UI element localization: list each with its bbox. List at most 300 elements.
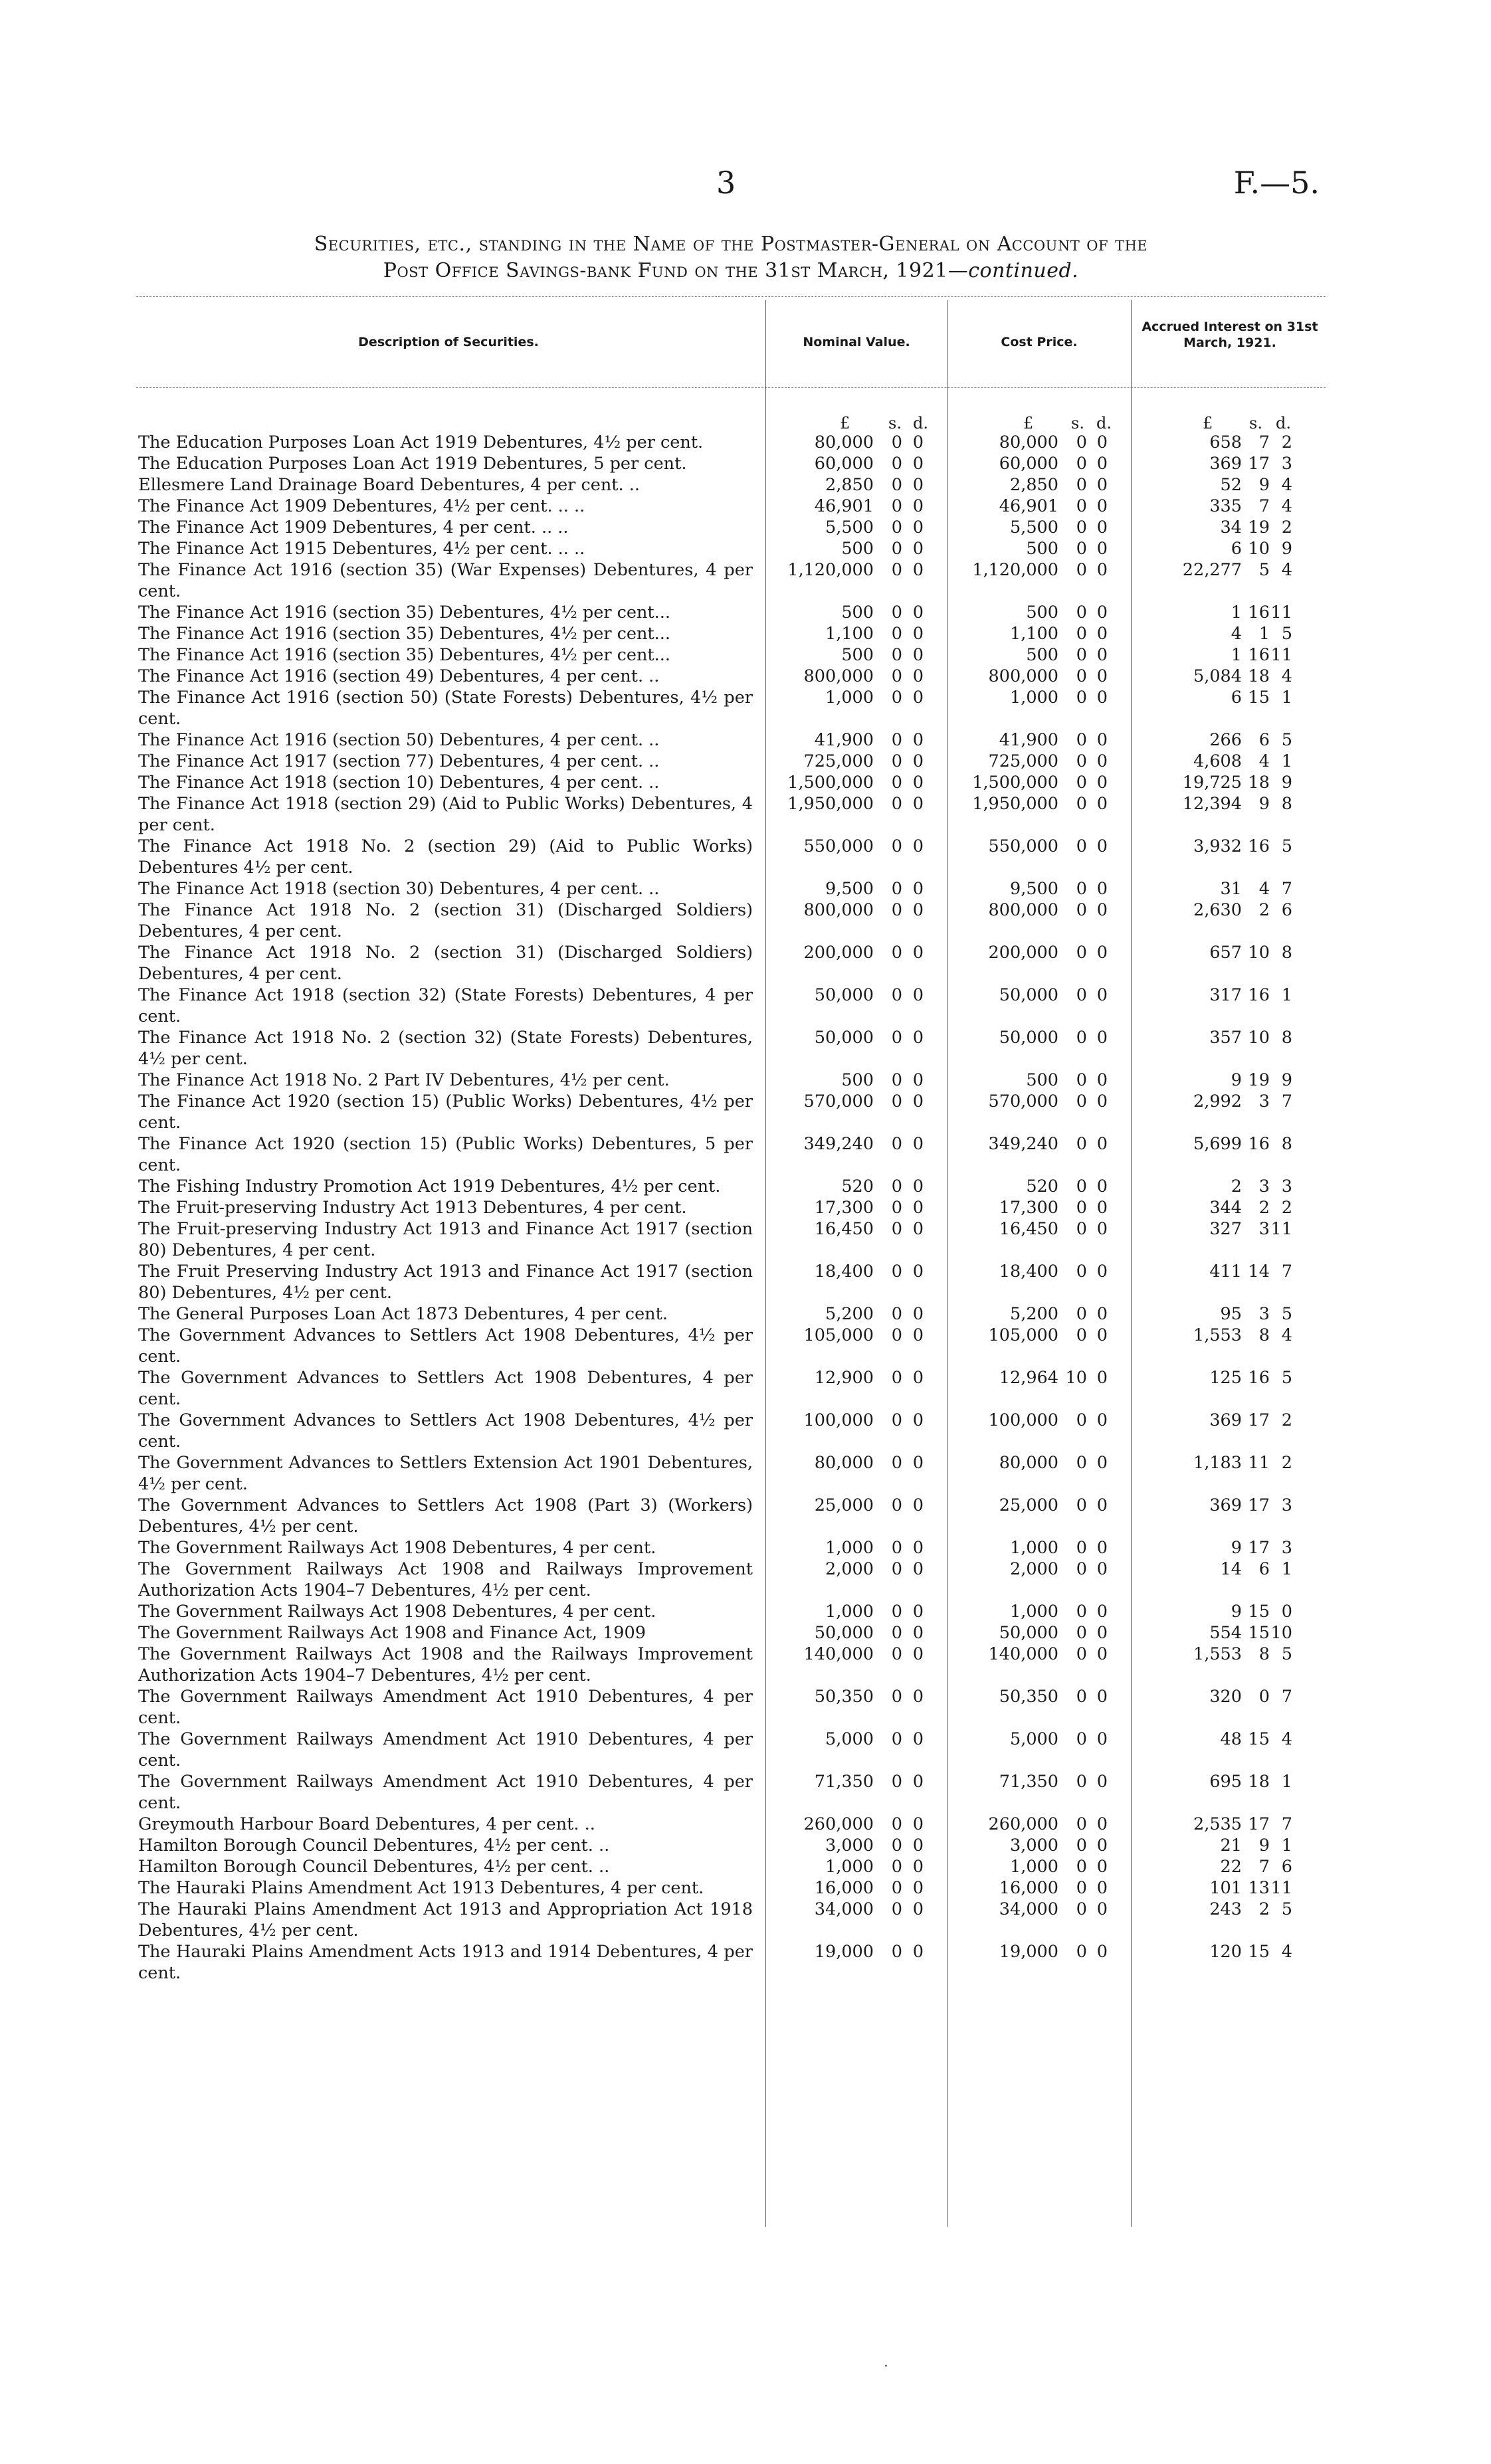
nominal-shillings: 0 <box>891 1070 902 1090</box>
cost-pence: 0 <box>1096 1814 1108 1834</box>
nominal-shillings: 0 <box>891 773 902 793</box>
table-row <box>138 878 1321 900</box>
column-header-cost: Cost Price. <box>1001 335 1078 349</box>
table-row <box>138 666 1321 687</box>
interest-shillings: 15 <box>1248 688 1270 708</box>
nominal-shillings: 0 <box>891 539 902 559</box>
nominal-pounds: 349,240 <box>803 1134 874 1154</box>
interest-pounds: 695 <box>1209 1772 1242 1792</box>
interest-pence: 10 <box>1270 1623 1292 1643</box>
interest-pence: 8 <box>1281 794 1292 814</box>
interest-pence: 2 <box>1281 1410 1292 1430</box>
nominal-shillings: 0 <box>891 1410 902 1430</box>
cost-pounds: 50,000 <box>999 1623 1058 1643</box>
security-description: The Finance Act 1916 (section 35) (War Expenses) Debentures, 4 per cent. <box>138 560 753 601</box>
nominal-pence: 0 <box>912 1495 924 1515</box>
cost-pounds: 50,000 <box>999 985 1058 1005</box>
interest-pence: 4 <box>1281 475 1292 495</box>
cost-shillings: 0 <box>1076 1623 1087 1643</box>
security-description: The Government Railways Amendment Act 1910 Debentures, 4 per cent. <box>138 1772 753 1813</box>
interest-shillings: 3 <box>1258 1219 1270 1239</box>
nominal-pence: 0 <box>912 1219 924 1239</box>
nominal-pounds: 1,500,000 <box>787 773 874 793</box>
security-description: The Government Advances to Settlers Act 1908 Debentures, 4½ per cent. <box>138 1325 753 1367</box>
interest-pounds: 4,608 <box>1193 751 1242 771</box>
cost-pounds: 550,000 <box>988 836 1058 856</box>
interest-pounds: 658 <box>1209 432 1242 452</box>
interest-pounds: 317 <box>1209 985 1242 1005</box>
nominal-pounds: 1,000 <box>825 1857 874 1877</box>
nominal-pence: 0 <box>912 773 924 793</box>
nominal-pence: 0 <box>912 560 924 580</box>
interest-pence: 7 <box>1281 1091 1292 1111</box>
cost-pence: 0 <box>1096 1091 1108 1111</box>
table-row <box>138 772 1321 793</box>
nominal-shillings: 0 <box>891 1134 902 1154</box>
nominal-pence: 0 <box>912 751 924 771</box>
unit-shillings: s. <box>1071 414 1084 432</box>
nominal-pence: 0 <box>912 794 924 814</box>
table-row <box>138 1367 1321 1410</box>
cost-shillings: 0 <box>1076 603 1087 622</box>
nominal-pence: 0 <box>912 1091 924 1111</box>
unit-shillings: s. <box>1249 414 1262 432</box>
interest-shillings: 7 <box>1258 1857 1270 1877</box>
security-description: The Finance Act 1918 No. 2 (section 32) (State Forests) Debentures, 4½ per cent. <box>138 1028 753 1069</box>
nominal-pence: 0 <box>912 688 924 708</box>
cost-shillings: 0 <box>1076 900 1087 920</box>
interest-pounds: 9 <box>1231 1538 1242 1558</box>
nominal-pounds: 9,500 <box>825 879 874 899</box>
nominal-pence: 0 <box>912 1453 924 1473</box>
interest-pounds: 243 <box>1209 1899 1242 1919</box>
interest-pounds: 31 <box>1220 879 1242 899</box>
cost-pounds: 1,100 <box>1009 624 1058 644</box>
interest-pence: 8 <box>1281 943 1292 963</box>
nominal-shillings: 0 <box>891 1262 902 1281</box>
cost-pounds: 50,350 <box>999 1687 1058 1707</box>
interest-pence: 4 <box>1281 1729 1292 1749</box>
cost-pence: 0 <box>1096 624 1108 644</box>
table-row <box>138 644 1321 666</box>
interest-pence: 8 <box>1281 1028 1292 1048</box>
table-row <box>138 538 1321 559</box>
cost-pence: 0 <box>1096 1028 1108 1048</box>
interest-pounds: 2,630 <box>1193 900 1242 920</box>
interest-shillings: 17 <box>1248 1495 1270 1515</box>
table-row <box>138 1261 1321 1303</box>
nominal-pence: 0 <box>912 1602 924 1622</box>
table-row <box>138 1452 1321 1495</box>
nominal-pence: 0 <box>912 1878 924 1898</box>
interest-pounds: 369 <box>1209 1410 1242 1430</box>
interest-pence: 4 <box>1281 1942 1292 1962</box>
nominal-shillings: 0 <box>891 1899 902 1919</box>
table-row <box>138 687 1321 729</box>
nominal-pence: 0 <box>912 836 924 856</box>
nominal-pence: 0 <box>912 730 924 750</box>
nominal-pounds: 140,000 <box>803 1644 874 1664</box>
interest-pounds: 120 <box>1209 1942 1242 1962</box>
security-description: The Government Railways Act 1908 Debentures, 4 per cent. <box>138 1538 656 1558</box>
unit-pounds: £ <box>840 414 850 432</box>
interest-pence: 3 <box>1281 454 1292 474</box>
cost-pence: 0 <box>1096 985 1108 1005</box>
nominal-shillings: 0 <box>891 1495 902 1515</box>
nominal-pence: 0 <box>912 1857 924 1877</box>
interest-pounds: 21 <box>1220 1836 1242 1855</box>
cost-pence: 0 <box>1096 751 1108 771</box>
cost-pounds: 41,900 <box>999 730 1058 750</box>
nominal-pounds: 50,000 <box>814 1028 874 1048</box>
nominal-shillings: 0 <box>891 943 902 963</box>
nominal-pounds: 2,850 <box>825 475 874 495</box>
interest-shillings: 17 <box>1248 1538 1270 1558</box>
cost-pounds: 1,000 <box>1009 688 1058 708</box>
interest-pounds: 335 <box>1209 496 1242 516</box>
interest-pence: 5 <box>1281 1304 1292 1324</box>
interest-shillings: 15 <box>1248 1729 1270 1749</box>
interest-pounds: 5,699 <box>1193 1134 1242 1154</box>
table-row <box>138 1771 1321 1814</box>
page-number: 3 <box>716 165 736 201</box>
interest-pence: 5 <box>1281 1368 1292 1388</box>
cost-pounds: 16,000 <box>999 1878 1058 1898</box>
interest-shillings: 0 <box>1258 1687 1270 1707</box>
interest-shillings: 19 <box>1248 518 1270 537</box>
cost-pence: 0 <box>1096 475 1108 495</box>
interest-pounds: 14 <box>1220 1559 1242 1579</box>
cost-pence: 0 <box>1096 560 1108 580</box>
security-description: The Finance Act 1918 (section 32) (State Forests) Debentures, 4 per cent. <box>138 985 753 1026</box>
security-description: The Education Purposes Loan Act 1919 Debentures, 4½ per cent. <box>138 432 704 452</box>
securities-table <box>138 432 1321 1984</box>
nominal-pounds: 800,000 <box>803 666 874 686</box>
cost-shillings: 0 <box>1076 1410 1087 1430</box>
table-row <box>138 453 1321 474</box>
interest-shillings: 19 <box>1248 1070 1270 1090</box>
interest-pence: 1 <box>1281 1772 1292 1792</box>
cost-pounds: 25,000 <box>999 1495 1058 1515</box>
nominal-pence: 0 <box>912 666 924 686</box>
cost-pence: 0 <box>1096 1538 1108 1558</box>
nominal-pence: 0 <box>912 1729 924 1749</box>
interest-shillings: 9 <box>1258 1836 1270 1855</box>
interest-pence: 1 <box>1281 1836 1292 1855</box>
nominal-pounds: 1,100 <box>825 624 874 644</box>
nominal-shillings: 0 <box>891 1602 902 1622</box>
cost-shillings: 0 <box>1076 1729 1087 1749</box>
interest-pounds: 369 <box>1209 454 1242 474</box>
nominal-pounds: 105,000 <box>803 1325 874 1345</box>
cost-pounds: 800,000 <box>988 900 1058 920</box>
interest-pence: 7 <box>1281 1814 1292 1834</box>
security-description: The Finance Act 1918 (section 10) Debentures, 4 per cent. .. <box>138 773 660 793</box>
interest-pence: 4 <box>1281 560 1292 580</box>
interest-shillings: 7 <box>1258 432 1270 452</box>
cost-pence: 0 <box>1096 900 1108 920</box>
cost-pence: 0 <box>1096 603 1108 622</box>
nominal-pence: 0 <box>912 1304 924 1324</box>
nominal-pence: 0 <box>912 1070 924 1090</box>
cost-pence: 0 <box>1096 1729 1108 1749</box>
nominal-shillings: 0 <box>891 794 902 814</box>
nominal-shillings: 0 <box>891 1729 902 1749</box>
nominal-pounds: 5,000 <box>825 1729 874 1749</box>
table-row <box>138 1835 1321 1856</box>
interest-pounds: 3,932 <box>1193 836 1242 856</box>
interest-pence: 1 <box>1281 1559 1292 1579</box>
security-description: The Government Railways Amendment Act 1910 Debentures, 4 per cent. <box>138 1687 753 1728</box>
interest-shillings: 16 <box>1248 645 1270 665</box>
interest-shillings: 11 <box>1248 1453 1270 1473</box>
unit-pence: d. <box>1276 414 1291 432</box>
interest-pounds: 48 <box>1220 1729 1242 1749</box>
cost-pounds: 2,850 <box>1009 475 1058 495</box>
nominal-shillings: 0 <box>891 603 902 622</box>
cost-pounds: 17,300 <box>999 1198 1058 1218</box>
interest-pounds: 22,277 <box>1182 560 1242 580</box>
nominal-shillings: 0 <box>891 1028 902 1048</box>
interest-shillings: 17 <box>1248 1410 1270 1430</box>
interest-pounds: 2 <box>1231 1177 1242 1196</box>
nominal-pence: 0 <box>912 432 924 452</box>
interest-pounds: 357 <box>1209 1028 1242 1048</box>
interest-shillings: 3 <box>1258 1304 1270 1324</box>
nominal-pence: 0 <box>912 1198 924 1218</box>
interest-shillings: 8 <box>1258 1325 1270 1345</box>
interest-pence: 2 <box>1281 518 1292 537</box>
cost-pence: 0 <box>1096 1836 1108 1855</box>
cost-pence: 0 <box>1096 1368 1108 1388</box>
interest-shillings: 7 <box>1258 496 1270 516</box>
cost-pounds: 500 <box>1026 603 1058 622</box>
interest-shillings: 9 <box>1258 475 1270 495</box>
nominal-shillings: 0 <box>891 1942 902 1962</box>
nominal-pence: 0 <box>912 879 924 899</box>
nominal-pounds: 80,000 <box>814 1453 874 1473</box>
cost-pounds: 1,120,000 <box>972 560 1058 580</box>
nominal-pounds: 50,000 <box>814 985 874 1005</box>
table-row <box>138 900 1321 942</box>
title-line-2-italic: continued. <box>968 259 1079 282</box>
interest-pounds: 22 <box>1220 1857 1242 1877</box>
cost-shillings: 0 <box>1076 518 1087 537</box>
interest-pence: 11 <box>1270 1878 1292 1898</box>
security-description: The Finance Act 1920 (section 15) (Public Works) Debentures, 5 per cent. <box>138 1134 753 1175</box>
cost-pence: 0 <box>1096 730 1108 750</box>
table-row <box>138 836 1321 878</box>
cost-pounds: 1,000 <box>1009 1538 1058 1558</box>
cost-shillings: 0 <box>1076 1602 1087 1622</box>
interest-shillings: 3 <box>1258 1091 1270 1111</box>
cost-shillings: 0 <box>1076 1899 1087 1919</box>
table-row <box>138 1133 1321 1176</box>
cost-pounds: 520 <box>1026 1177 1058 1196</box>
interest-shillings: 10 <box>1248 1028 1270 1048</box>
nominal-pounds: 34,000 <box>814 1899 874 1919</box>
cost-shillings: 0 <box>1076 879 1087 899</box>
cost-shillings: 0 <box>1076 1091 1087 1111</box>
interest-pounds: 6 <box>1231 539 1242 559</box>
table-row <box>138 1027 1321 1070</box>
table-row <box>138 474 1321 496</box>
nominal-pounds: 5,200 <box>825 1304 874 1324</box>
cost-shillings: 0 <box>1076 1028 1087 1048</box>
security-description: The Finance Act 1918 (section 29) (Aid to Public Works) Debentures, 4 per cent. <box>138 794 753 835</box>
interest-pence: 7 <box>1281 879 1292 899</box>
table-row <box>138 985 1321 1027</box>
cost-pounds: 60,000 <box>999 454 1058 474</box>
nominal-shillings: 0 <box>891 1772 902 1792</box>
cost-pounds: 16,450 <box>999 1219 1058 1239</box>
interest-shillings: 16 <box>1248 836 1270 856</box>
interest-shillings: 13 <box>1248 1878 1270 1898</box>
cost-pounds: 5,000 <box>1009 1729 1058 1749</box>
unit-pounds: £ <box>1203 414 1213 432</box>
cost-pence: 0 <box>1096 1942 1108 1962</box>
interest-pence: 2 <box>1281 1453 1292 1473</box>
interest-pence: 1 <box>1281 751 1292 771</box>
interest-shillings: 15 <box>1248 1602 1270 1622</box>
security-description: The Finance Act 1916 (section 35) Debentures, 4½ per cent... <box>138 624 670 644</box>
cost-shillings: 0 <box>1076 1198 1087 1218</box>
interest-pence: 2 <box>1281 1198 1292 1218</box>
interest-shillings: 6 <box>1258 730 1270 750</box>
cost-pounds: 3,000 <box>1009 1836 1058 1855</box>
cost-shillings: 0 <box>1076 432 1087 452</box>
cost-pence: 0 <box>1096 836 1108 856</box>
security-description: The Fishing Industry Promotion Act 1919 Debentures, 4½ per cent. <box>138 1177 721 1196</box>
nominal-pence: 0 <box>912 454 924 474</box>
cost-shillings: 0 <box>1076 1814 1087 1834</box>
cost-shillings: 0 <box>1076 1177 1087 1196</box>
security-description: The Finance Act 1916 (section 35) Debentures, 4½ per cent... <box>138 603 670 622</box>
title-line-2-main: Post Office Savings-bank Fund on the 31st March, 1921— <box>383 259 969 282</box>
nominal-shillings: 0 <box>891 1219 902 1239</box>
interest-shillings: 16 <box>1248 603 1270 622</box>
title-line-2 <box>136 258 1326 284</box>
cost-pence: 0 <box>1096 432 1108 452</box>
interest-pounds: 411 <box>1209 1262 1242 1281</box>
security-description: The Finance Act 1909 Debentures, 4½ per cent. .. .. <box>138 496 585 516</box>
interest-pounds: 5,084 <box>1193 666 1242 686</box>
cost-pence: 0 <box>1096 1134 1108 1154</box>
cost-pence: 0 <box>1096 1772 1108 1792</box>
table-row <box>138 1410 1321 1452</box>
cost-pence: 0 <box>1096 1644 1108 1664</box>
nominal-pence: 0 <box>912 518 924 537</box>
cost-pence: 0 <box>1096 794 1108 814</box>
cost-shillings: 0 <box>1076 1644 1087 1664</box>
cost-shillings: 0 <box>1076 1325 1087 1345</box>
nominal-pence: 0 <box>912 900 924 920</box>
table-row <box>138 1729 1321 1771</box>
interest-pence: 2 <box>1281 432 1292 452</box>
cost-pounds: 2,000 <box>1009 1559 1058 1579</box>
nominal-shillings: 0 <box>891 1623 902 1643</box>
nominal-shillings: 0 <box>891 1304 902 1324</box>
nominal-pence: 0 <box>912 1028 924 1048</box>
cost-shillings: 0 <box>1076 666 1087 686</box>
table-row <box>138 1197 1321 1218</box>
table-row <box>138 1303 1321 1325</box>
nominal-shillings: 0 <box>891 1198 902 1218</box>
nominal-pence: 0 <box>912 645 924 665</box>
interest-shillings: 16 <box>1248 985 1270 1005</box>
interest-shillings: 4 <box>1258 751 1270 771</box>
cost-pence: 0 <box>1096 1623 1108 1643</box>
cost-shillings: 0 <box>1076 496 1087 516</box>
nominal-shillings: 0 <box>891 1857 902 1877</box>
interest-pounds: 266 <box>1209 730 1242 750</box>
interest-shillings: 16 <box>1248 1134 1270 1154</box>
nominal-pounds: 41,900 <box>814 730 874 750</box>
security-description: The Hauraki Plains Amendment Acts 1913 and 1914 Debentures, 4 per cent. <box>138 1942 753 1983</box>
cost-pence: 0 <box>1096 1262 1108 1281</box>
cost-shillings: 0 <box>1076 624 1087 644</box>
table-title <box>136 231 1326 284</box>
nominal-shillings: 0 <box>891 1687 902 1707</box>
table-row <box>138 1070 1321 1091</box>
cost-pounds: 50,000 <box>999 1028 1058 1048</box>
table-row <box>138 729 1321 751</box>
security-description: The Finance Act 1918 (section 30) Debentures, 4 per cent. .. <box>138 879 660 899</box>
interest-pounds: 1 <box>1231 645 1242 665</box>
cost-pence: 0 <box>1096 1410 1108 1430</box>
interest-pence: 1 <box>1281 688 1292 708</box>
interest-pounds: 344 <box>1209 1198 1242 1218</box>
interest-shillings: 4 <box>1258 879 1270 899</box>
nominal-pence: 0 <box>912 539 924 559</box>
cost-pounds: 1,000 <box>1009 1857 1058 1877</box>
nominal-pounds: 16,450 <box>814 1219 874 1239</box>
interest-shillings: 15 <box>1248 1623 1270 1643</box>
table-row <box>138 1091 1321 1133</box>
cost-shillings: 0 <box>1076 794 1087 814</box>
interest-pounds: 9 <box>1231 1602 1242 1622</box>
interest-pence: 1 <box>1281 985 1292 1005</box>
nominal-pounds: 200,000 <box>803 943 874 963</box>
cost-pence: 0 <box>1096 1687 1108 1707</box>
security-description: The Finance Act 1909 Debentures, 4 per cent. .. .. <box>138 518 569 537</box>
cost-pence: 0 <box>1096 666 1108 686</box>
nominal-pounds: 570,000 <box>803 1091 874 1111</box>
security-description: The Finance Act 1916 (section 49) Debentures, 4 per cent. .. <box>138 666 660 686</box>
table-row <box>138 1686 1321 1729</box>
table-row <box>138 1941 1321 1984</box>
nominal-shillings: 0 <box>891 985 902 1005</box>
nominal-pence: 0 <box>912 1538 924 1558</box>
cost-pounds: 105,000 <box>988 1325 1058 1345</box>
nominal-shillings: 0 <box>891 751 902 771</box>
nominal-pence: 0 <box>912 1644 924 1664</box>
nominal-pounds: 46,901 <box>814 496 874 516</box>
cost-pounds: 800,000 <box>988 666 1058 686</box>
cost-pounds: 200,000 <box>988 943 1058 963</box>
nominal-pence: 0 <box>912 475 924 495</box>
cost-shillings: 0 <box>1076 1304 1087 1324</box>
nominal-shillings: 0 <box>891 1644 902 1664</box>
interest-pounds: 327 <box>1209 1219 1242 1239</box>
security-description: The Government Railways Act 1908 and Railways Improvement Authorization Acts 1904–7 Debentures, 4½ per cent. <box>138 1559 753 1600</box>
cost-shillings: 0 <box>1076 1878 1087 1898</box>
interest-pence: 5 <box>1281 624 1292 644</box>
security-description: The Government Railways Amendment Act 1910 Debentures, 4 per cent. <box>138 1729 753 1770</box>
security-description: The Hauraki Plains Amendment Act 1913 Debentures, 4 per cent. <box>138 1878 704 1898</box>
unit-pence: d. <box>1096 414 1112 432</box>
security-description: The General Purposes Loan Act 1873 Debentures, 4 per cent. <box>138 1304 668 1324</box>
